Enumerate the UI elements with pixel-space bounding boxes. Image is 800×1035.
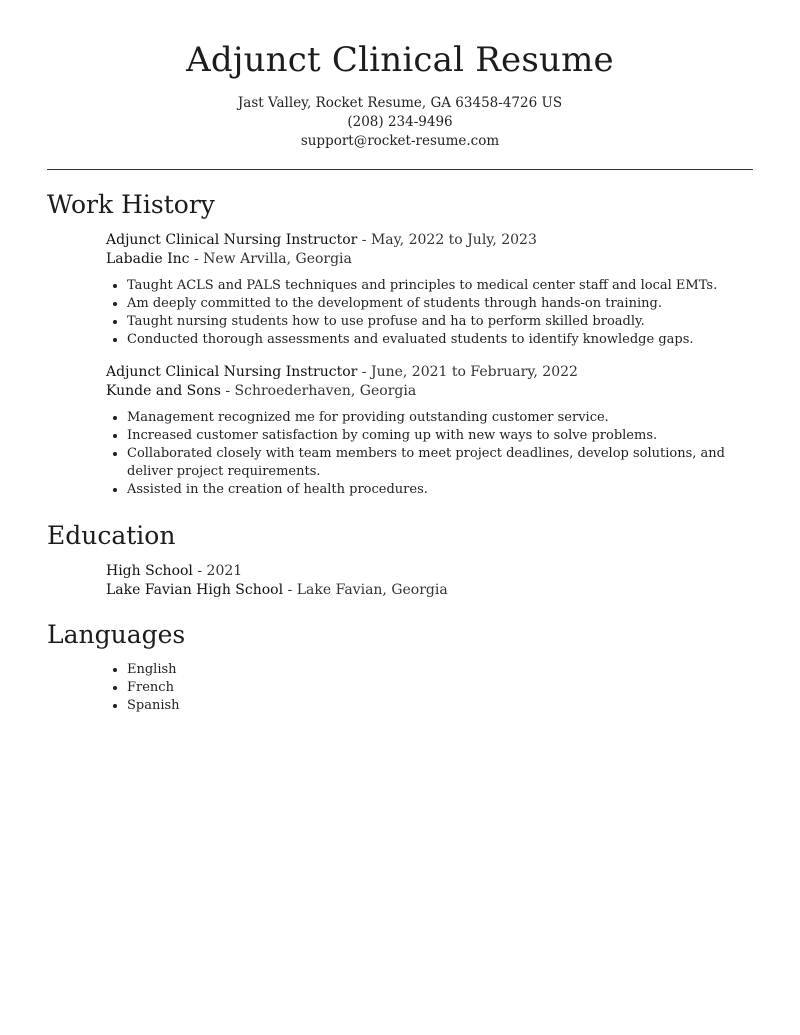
job-role: Adjunct Clinical Nursing Instructor: [106, 232, 358, 248]
job-company-line: [106, 250, 753, 269]
education-school-line: [106, 581, 753, 600]
language-item: • French: [127, 679, 753, 697]
job-title-line: [106, 231, 753, 250]
education-school: Lake Favian High School: [106, 582, 284, 598]
language-item: • English: [127, 661, 753, 679]
job-bullet: • Increased customer satisfaction by coming up with new ways to solve problems.: [127, 427, 753, 445]
job-role: Adjunct Clinical Nursing Instructor: [106, 364, 358, 380]
job-location: - New Arvilla, Georgia: [189, 251, 352, 267]
education-degree-line: [106, 562, 753, 581]
job-entry: [106, 231, 753, 349]
section-title-education: Education: [47, 521, 176, 550]
job-dates: - May, 2022 to July, 2023: [357, 232, 537, 248]
language-item: • Spanish: [127, 697, 753, 715]
education-location: - Lake Favian, Georgia: [283, 582, 448, 598]
job-company: Labadie Inc: [106, 251, 190, 267]
job-bullet: • Collaborated closely with team members to meet project deadlines, develop solutions, and deliver project requirements.: [127, 445, 753, 481]
job-dates: - June, 2021 to February, 2022: [357, 364, 578, 380]
education-degree: High School: [106, 563, 193, 579]
job-bullet: • Assisted in the creation of health procedures.: [127, 481, 753, 499]
job-company: Kunde and Sons: [106, 383, 221, 399]
job-title-line: [106, 363, 753, 382]
job-bullet: • Management recognized me for providing outstanding customer service.: [127, 409, 753, 427]
contact-phone: (208) 234-9496: [347, 114, 453, 130]
job-bullet: • Am deeply committed to the development of students through hands-on training.: [127, 295, 753, 313]
job-bullet: • Taught ACLS and PALS techniques and principles to medical center staff and local EMTs.: [127, 277, 753, 295]
job-location: - Schroederhaven, Georgia: [220, 383, 417, 399]
section-title-languages: Languages: [47, 620, 186, 649]
education-entry: [106, 562, 753, 600]
header-divider: [47, 169, 753, 170]
job-bullets: [106, 277, 753, 349]
contact-email: support@rocket-resume.com: [300, 133, 500, 149]
languages-list: [47, 661, 753, 715]
job-entry: [106, 363, 753, 499]
job-company-line: [106, 382, 753, 401]
job-bullet: • Taught nursing students how to use profuse and ha to perform skilled broadly.: [127, 313, 753, 331]
job-bullet: • Conducted thorough assessments and evaluated students to identify knowledge gaps.: [127, 331, 753, 349]
education-year: - 2021: [192, 563, 243, 579]
resume-header: [47, 0, 753, 151]
contact-address: Jast Valley, Rocket Resume, GA 63458-4726 US: [237, 95, 563, 111]
job-bullets: [106, 409, 753, 499]
resume-title: Adjunct Clinical Resume: [186, 40, 614, 80]
section-title-work-history: Work History: [47, 190, 215, 219]
